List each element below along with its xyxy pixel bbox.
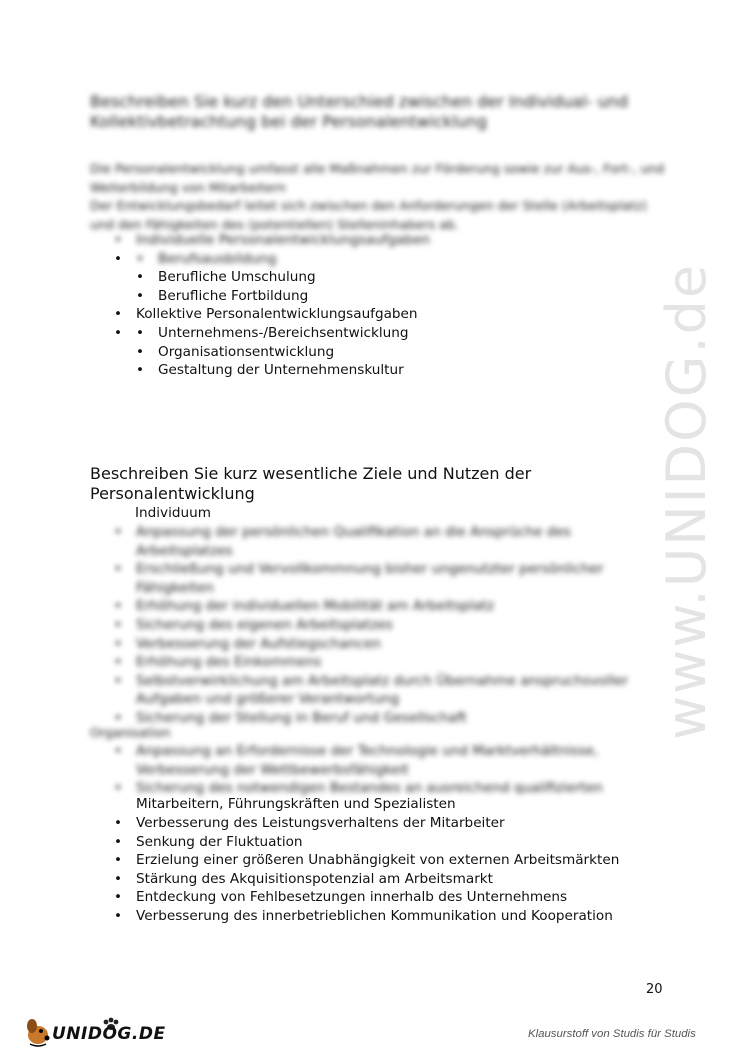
section2-title-line1: Beschreiben Sie kurz wesentliche Ziele und Nutzen der [90, 464, 532, 483]
organisation-list-blurred [114, 742, 634, 798]
list-item: • Organisationsentwicklung [136, 343, 430, 362]
organisation-list [114, 814, 619, 926]
section1-title-line2: Kollektivbetrachtung bei der Personalentwicklung [90, 112, 488, 131]
list-item-group2 [114, 305, 430, 324]
list-item: • Entdeckung von Fehlbesetzungen innerhalb des Unternehmens [114, 888, 619, 907]
list-item: • Verbesserung der Aufstiegschancen [114, 635, 634, 654]
list-item: • Sicherung der Stellung in Beruf und Gesellschaft [114, 709, 634, 728]
individuum-label: Individuum [135, 505, 211, 521]
individuum-list [114, 523, 634, 728]
list-item: • Sicherung des notwendigen Bestandes an ausreichend qualifizierten [114, 779, 634, 798]
list-item: • Selbstverwirklichung am Arbeitsplatz durch Übernahme anspruchsvoller Aufgaben und größerer Verantwortung [114, 672, 634, 709]
list-item: • Stärkung des Akquisitionspotenzial am Arbeitsmarkt [114, 870, 619, 889]
section1-title-line1: Beschreiben Sie kurz den Unterschied zwischen der Individual- und [90, 92, 629, 111]
group1-label: Individuelle Personalentwicklungsaufgaben [136, 232, 431, 248]
group2-label: Kollektive Personalentwicklungsaufgaben [136, 306, 418, 323]
group2-sublist-holder [114, 324, 430, 380]
list-item: • Erhöhung des Einkommens [114, 653, 634, 672]
list-item: • Verbesserung des innerbetrieblichen Kommunikation und Kooperation [114, 907, 619, 926]
page-number: 20 [646, 982, 663, 997]
section1-para-line2: Weiterbildung von Mitarbeitern [90, 179, 286, 195]
group1-sublist-holder [114, 250, 430, 306]
unidog-logo [22, 1014, 166, 1048]
list-item: • Berufliche Fortbildung [136, 287, 430, 306]
group2-sublist [114, 324, 430, 380]
section1-para-line3: Der Entwicklungsbedarf leitet sich zwischen den Anforderungen der Stelle (Arbeitsplatz) [90, 198, 648, 214]
footer-text: Klausurstoff von Studis für Studis [528, 1028, 696, 1040]
list-item: • Berufliche Umschulung [136, 268, 430, 287]
section1-list [114, 231, 430, 380]
list-item: • Anpassung an Erfordernisse der Technologie und Marktverhältnisse, Verbesserung der Wettbewerbsfähigkeit [114, 742, 634, 779]
section1-para-line4: und den Fähigkeiten des (potentiellen) Stelleninhabers ab. [90, 216, 459, 232]
list-item-group1 [114, 231, 430, 250]
list-item: • Anpassung der persönlichen Qualifikation an die Ansprüche des Arbeitsplatzes [114, 523, 634, 560]
list-item: • • Berufsausbildung [136, 250, 430, 269]
list-item: • Verbesserung des Leistungsverhaltens der Mitarbeiter [114, 814, 619, 833]
organisation-continuation: Mitarbeitern, Führungskräften und Spezialisten [136, 796, 456, 812]
section2-title [90, 464, 531, 504]
watermark-text: www.UNIDOG.de [655, 262, 718, 740]
group1-sublist [114, 250, 430, 306]
list-item: • Erhöhung der individuellen Mobilität am Arbeitsplatz [114, 597, 634, 616]
list-item: • Sicherung des eigenen Arbeitsplatzes [114, 616, 634, 635]
list-item: • Gestaltung der Unternehmenskultur [136, 361, 430, 380]
list-item: • Erzielung einer größeren Unabhängigkeit von externen Arbeitsmärkten [114, 851, 619, 870]
organisation-label: Organisation [90, 725, 171, 740]
section1-title [90, 92, 628, 132]
list-item: • Senkung der Fluktuation [114, 833, 619, 852]
list-item: • Erschließung und Vervollkommnung bisher ungenutzter persönlicher Fähigkeiten [114, 560, 634, 597]
section1-para-line1: Die Personalentwicklung umfasst alle Maßnahmen zur Förderung sowie zur Aus-, Fort-, und [90, 161, 665, 176]
list-item: • • Unternehmens-/Bereichsentwicklung [136, 324, 430, 343]
section1-paragraph [90, 160, 664, 234]
logo-text: UNIDOG.DE [52, 1024, 166, 1044]
section2-title-line2: Personalentwicklung [90, 484, 255, 503]
